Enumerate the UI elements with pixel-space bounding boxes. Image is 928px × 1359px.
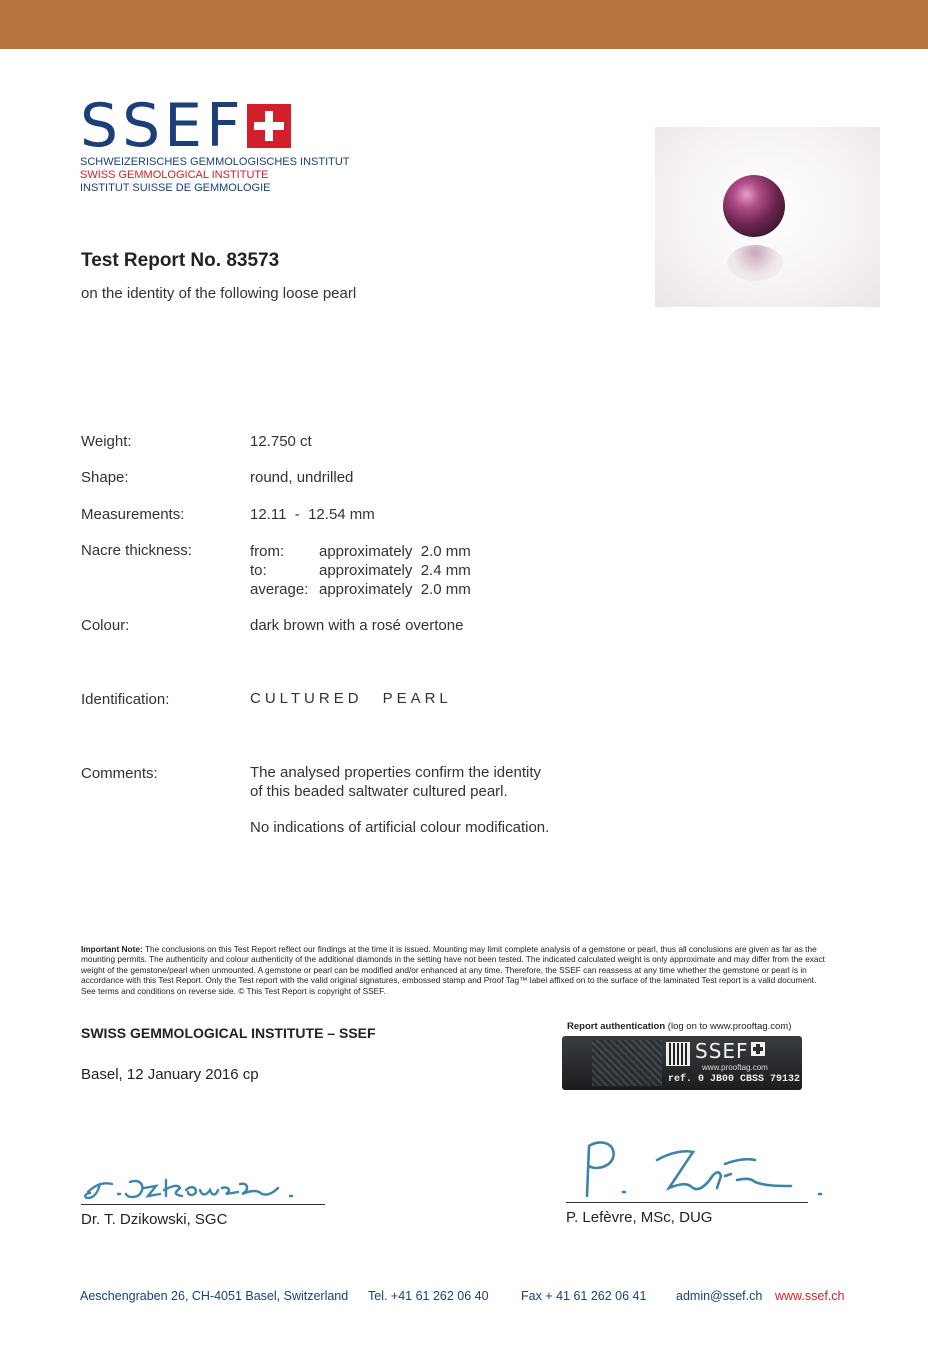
colour-value: dark brown with a rosé overtone [250,617,464,634]
measurements-label: Measurements: [81,506,185,523]
measurements-value: 12.11 - 12.54 mm [250,506,375,523]
pearl-reflection [727,245,783,281]
identification-value: CULTURED PEARL [250,690,452,707]
logo-wordmark: SSEF [80,91,245,161]
tag-url: www.prooftag.com [702,1063,768,1072]
logo-line-english: SWISS GEMMOLOGICAL INSTITUTE [80,169,269,181]
signatory-left: Dr. T. Dzikowski, SGC [81,1211,228,1228]
nacre-row-to: to: approximately 2.4 mm [250,562,471,579]
swiss-cross-icon [751,1042,765,1056]
shape-label: Shape: [81,469,129,486]
comments-line-3: No indications of artificial colour modification. [250,819,550,836]
nacre-row-from: from: approximately 2.0 mm [250,543,471,560]
institute-name: SWISS GEMMOLOGICAL INSTITUTE – SSEF [81,1025,376,1041]
identification-label: Identification: [81,691,170,708]
signature-line-left [81,1204,325,1205]
place-date: Basel, 12 January 2016 cp [81,1066,259,1083]
comments-line-1: The analysed properties confirm the identity [250,764,541,781]
comments-label: Comments: [81,765,158,782]
pearl-photo [655,127,880,307]
comments-line-2: of this beaded saltwater cultured pearl. [250,783,508,800]
ssef-logo [80,91,350,194]
footer-website[interactable]: www.ssef.ch [775,1289,845,1303]
signature-line-right [566,1202,808,1203]
hologram-pattern [592,1040,662,1086]
weight-label: Weight: [81,433,132,450]
footer-email[interactable]: admin@ssef.ch [676,1289,763,1303]
swiss-cross-icon [247,104,291,148]
nacre-label: Nacre thickness: [81,542,192,559]
logo-line-german: SCHWEIZERISCHES GEMMOLOGISCHES INSTITUT [80,156,350,168]
footer-fax: Fax + 41 61 262 06 41 [521,1289,647,1303]
report-subtitle: on the identity of the following loose pearl [81,285,357,302]
nacre-row-average: average: approximately 2.0 mm [250,581,471,598]
important-note: Important Note: The conclusions on this Test Report reflect our findings at the time it is issued. Mounting may limit complete analysis of a gemstone or pearl, thus all conclusions are given as far as the mounting permits. The authenticity and colour authenticity of the additional diamonds in the setting have not been tested. The indicated calculated weight is only approximate and may differ from the exact weight of the gemstone/pearl when unmounted. A gemstone or pearl can be modified and/or enhanced at any time. Therefore, the SSEF can reassess at any time whether the gemstone or pearl is in accordance with this Test Report. Only the Test report with the valid original signatures, embossed stamp and Proof Tag™ label affixed on to the surface of the laminated Test report is a valid document. See terms and conditions on reverse side. © This Test Report is copyright of SSEF. [81,944,825,996]
signature-lefevre [575,1134,827,1204]
colour-label: Colour: [81,617,130,634]
nacre-values [250,542,471,599]
weight-value: 12.750 ct [250,433,312,450]
footer-address: Aeschengraben 26, CH-4051 Basel, Switzerland [80,1289,349,1303]
pearl-image [723,175,785,237]
report-title: Test Report No. 83573 [81,250,280,271]
tag-brand: SSEF [695,1040,765,1062]
tag-reference: ref. 0 JB00 CBSS 79132 [668,1074,801,1085]
signatory-right: P. Lefèvre, MSc, DUG [566,1209,713,1226]
qr-code-icon [666,1042,690,1066]
footer-tel: Tel. +41 61 262 06 40 [368,1289,489,1303]
top-color-bar [0,0,928,49]
signature-dzikowski [82,1168,297,1208]
auth-label: Report authentication (log on to www.prooftag.com) [567,1021,792,1032]
shape-value: round, undrilled [250,469,354,486]
prooftag-label [562,1036,802,1090]
logo-line-french: INSTITUT SUISSE DE GEMMOLOGIE [80,182,271,194]
